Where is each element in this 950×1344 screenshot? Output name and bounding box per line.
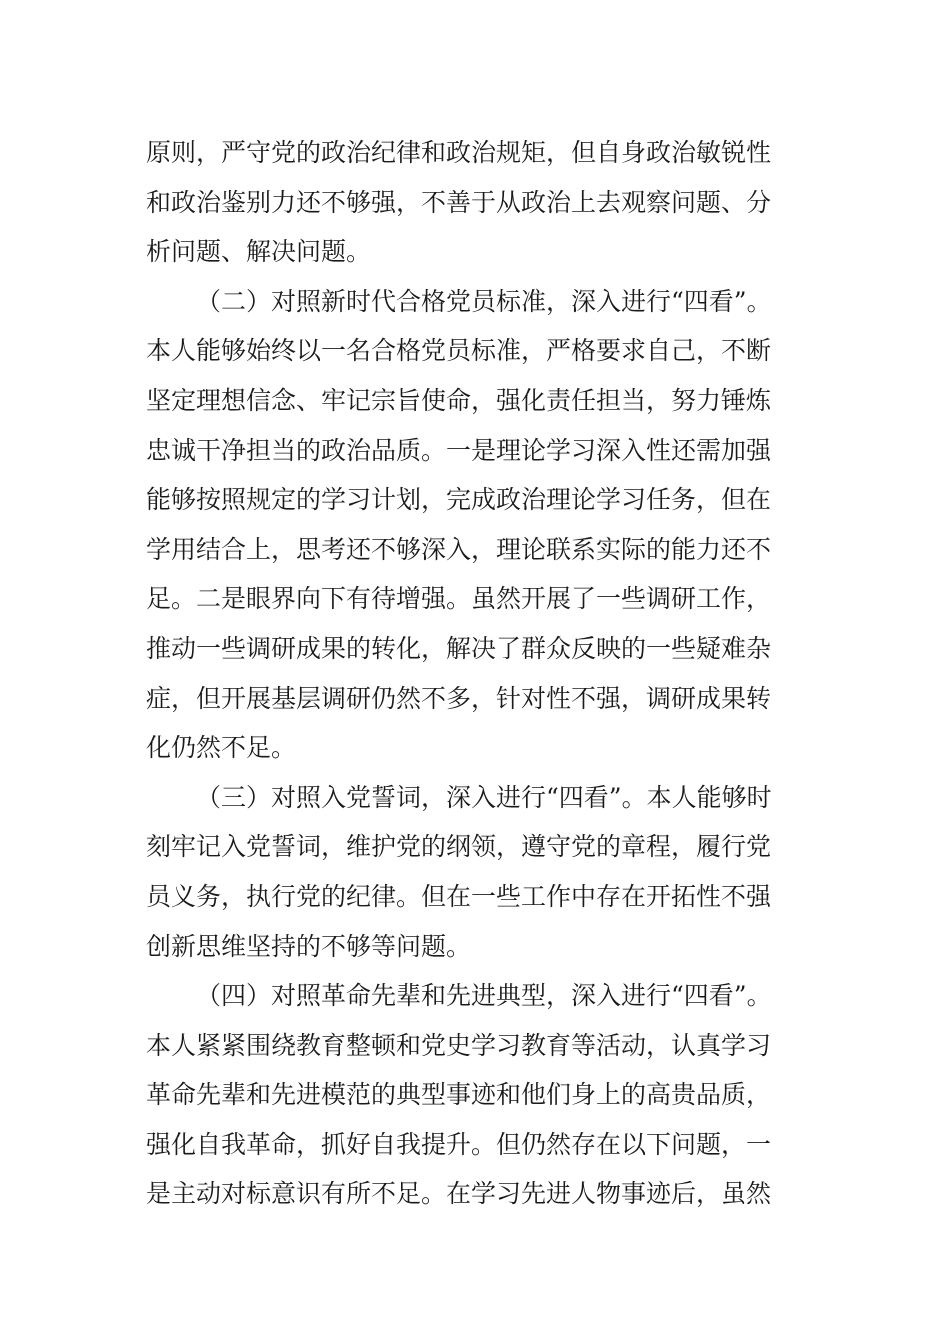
text-line: 能够按照规定的学习计划，完成政治理论学习任务，但在 — [146, 485, 772, 515]
text-line: 革命先辈和先进模范的典型事迹和他们身上的高贵品质， — [146, 1080, 772, 1110]
text-line: 创新思维坚持的不够等问题。 — [146, 931, 472, 961]
text-line: 和政治鉴别力还不够强，不善于从政治上去观察问题、分 — [146, 187, 772, 217]
text-line: 忠诚干净担当的政治品质。一是理论学习深入性还需加强 — [146, 435, 772, 465]
text-line: （三）对照入党誓词，深入进行“四看”。本人能够时 — [196, 782, 772, 812]
text-line: 强化自我革命，抓好自我提升。但仍然存在以下问题，一 — [146, 1129, 772, 1159]
text-line: 学用结合上，思考还不够深入，理论联系实际的能力还不 — [146, 534, 772, 564]
text-line: 本人能够始终以一名合格党员标准，严格要求自己，不断 — [146, 336, 772, 366]
text-line: 原则，严守党的政治纪律和政治规矩，但自身政治敏锐性 — [146, 138, 772, 167]
text-line: 析问题、解决问题。 — [146, 237, 372, 267]
text-line: 足。二是眼界向下有待增强。虽然开展了一些调研工作， — [146, 584, 772, 614]
text-line: （四）对照革命先辈和先进典型，深入进行“四看”。 — [196, 981, 772, 1011]
text-line: 本人紧紧围绕教育整顿和党史学习教育等活动，认真学习 — [146, 1030, 772, 1060]
text-line: （二）对照新时代合格党员标准，深入进行“四看”。 — [196, 286, 772, 316]
text-line: 刻牢记入党誓词，维护党的纲领，遵守党的章程，履行党 — [146, 832, 772, 862]
text-line: 症，但开展基层调研仍然不多，针对性不强，调研成果转 — [146, 683, 772, 713]
text-line: 推动一些调研成果的转化，解决了群众反映的一些疑难杂 — [146, 633, 772, 663]
text-line: 员义务，执行党的纪律。但在一些工作中存在开拓性不强 — [146, 881, 772, 911]
text-line: 是主动对标意识有所不足。在学习先进人物事迹后，虽然 — [146, 1179, 772, 1209]
text-line: 化仍然不足。 — [146, 733, 297, 763]
document-body-text — [146, 128, 806, 1219]
text-line: 坚定理想信念、牢记宗旨使命，强化责任担当，努力锤炼 — [146, 385, 772, 415]
